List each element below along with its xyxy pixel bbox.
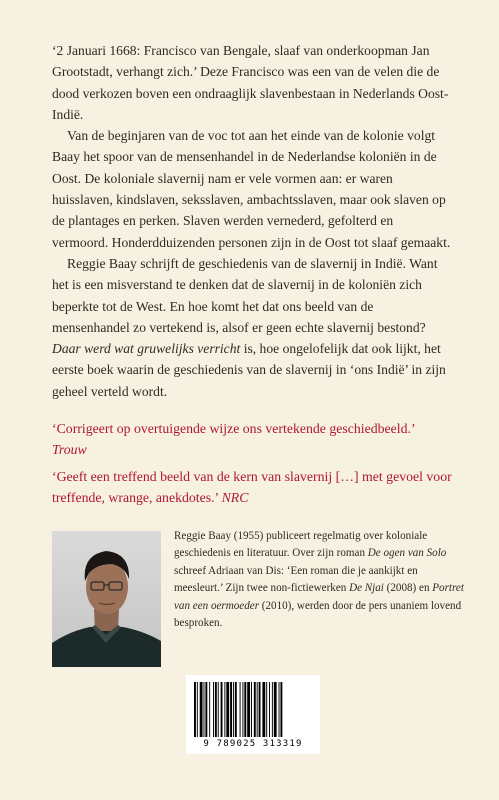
- isbn-barcode: [186, 675, 320, 754]
- barcode-bar: [221, 682, 223, 737]
- barcode-bar: [235, 682, 237, 737]
- bio-text: schreef Adriaan van Dis: ‘Een roman die je aankijkt en meesleurt.’ Zijn twee non-fictiewerken: [174, 564, 418, 595]
- blurb-text: [52, 40, 452, 402]
- bio-title-portret: Portret van een oermoeder: [174, 582, 464, 612]
- blurb-paragraph-3: [52, 253, 452, 402]
- bio-text: (2010), werden door de pers unaniem lovend besproken.: [174, 599, 462, 630]
- quote-source: Trouw: [52, 442, 87, 458]
- barcode-bar: [251, 682, 252, 737]
- bio-text: Reggie Baay (1955) publiceert regelmatig over koloniale geschiedenis en literatuur. Over zijn roman: [174, 530, 428, 560]
- barcode-bars: [194, 682, 312, 737]
- barcode-bar: [218, 682, 219, 737]
- barcode-bar: [213, 682, 214, 737]
- barcode-bar: [242, 682, 243, 737]
- blurb-paragraph-3-start: Reggie Baay schrijft de geschiedenis van de slavernij in Indië. Want het is een misverstand te denken dat de slavernij in de koloniën zich beperkte tot de West. En hoe komt het dat ons beeld van de mensenhandel zo vertekend is, alsof er geen echte slavernij bestond?: [52, 255, 438, 335]
- review-quote-trouw: [52, 418, 452, 461]
- blurb-paragraph-1: ‘2 Januari 1668: Francisco van Bengale, slaaf van onderkoopman Jan Grootstadt, verhangt zich.’ Deze Francisco was een van de velen die de dood verkozen boven een ondraaglijk slavenbestaan in Nederlands Oost-Indië.: [52, 43, 449, 122]
- barcode-bar: [200, 682, 203, 737]
- barcode-bar: [204, 682, 205, 737]
- barcode-bar: [259, 682, 261, 737]
- barcode-bar: [224, 682, 225, 737]
- quote-text: ‘Geeft een treffend beeld van de kern van slavernij […] met gevoel voor treffende, wrange, anekdotes.’: [52, 469, 452, 506]
- blurb-paragraph-3-end: is, hoe ongelofelijk dat ook lijkt, het eerste boek waarin de geschiedenis van de slavernij in ‘ons Indië’ in zijn geheel verteld wordt.: [52, 341, 446, 399]
- barcode-bar: [240, 682, 241, 737]
- barcode-bar: [274, 682, 277, 737]
- barcode-bar: [194, 682, 196, 737]
- barcode-bar: [247, 682, 250, 737]
- quote-source: NRC: [221, 490, 249, 506]
- author-portrait-image: [52, 531, 161, 667]
- barcode-bar: [269, 682, 270, 737]
- barcode-bar: [257, 682, 258, 737]
- barcode-bar: [226, 682, 229, 737]
- bio-title-de-njai: De Njai: [349, 582, 384, 595]
- barcode-bar: [272, 682, 273, 737]
- barcode-bar: [279, 682, 280, 737]
- barcode-bar: [266, 682, 267, 737]
- author-photo: [52, 531, 161, 667]
- review-quote-nrc: [52, 466, 452, 509]
- barcode-bar: [230, 682, 232, 737]
- blurb-paragraph-2: Van de beginjaren van de voc tot aan het einde van de kolonie volgt Baay het spoor van de mensenhandel in de Nederlandse koloniën in de Oost. De koloniale slavernij nam er vele vormen aan: er waren huisslaven, kindslaven, seksslaven, ambachtsslaven, maar ook slaven op de plantages en perken. Slaven werden vernederd, gefolterd en vermoord. Honderdduizenden personen zijn in de Oost tot slaaf gemaakt.: [52, 128, 451, 250]
- quote-text: ‘Corrigeert op overtuigende wijze ons vertekende geschiedbeeld.’: [52, 421, 415, 436]
- bio-title-novel: De ogen van Solo: [367, 547, 447, 560]
- barcode-bar: [205, 682, 207, 737]
- author-bio-paragraph: [174, 528, 469, 632]
- author-bio: [174, 528, 469, 632]
- barcode-bar: [209, 682, 210, 737]
- isbn-digits: 9 789025 313319: [203, 739, 303, 749]
- barcode-bar: [244, 682, 246, 737]
- barcode-bar: [280, 682, 282, 737]
- barcode-bar: [262, 682, 265, 737]
- barcode-bar: [215, 682, 217, 737]
- barcode-bar: [233, 682, 234, 737]
- bio-text: (2008) en: [383, 582, 433, 595]
- barcode-bar: [254, 682, 256, 737]
- book-title-italic: Daar werd wat gruwelijks verricht: [52, 341, 241, 357]
- barcode-bar: [197, 682, 198, 737]
